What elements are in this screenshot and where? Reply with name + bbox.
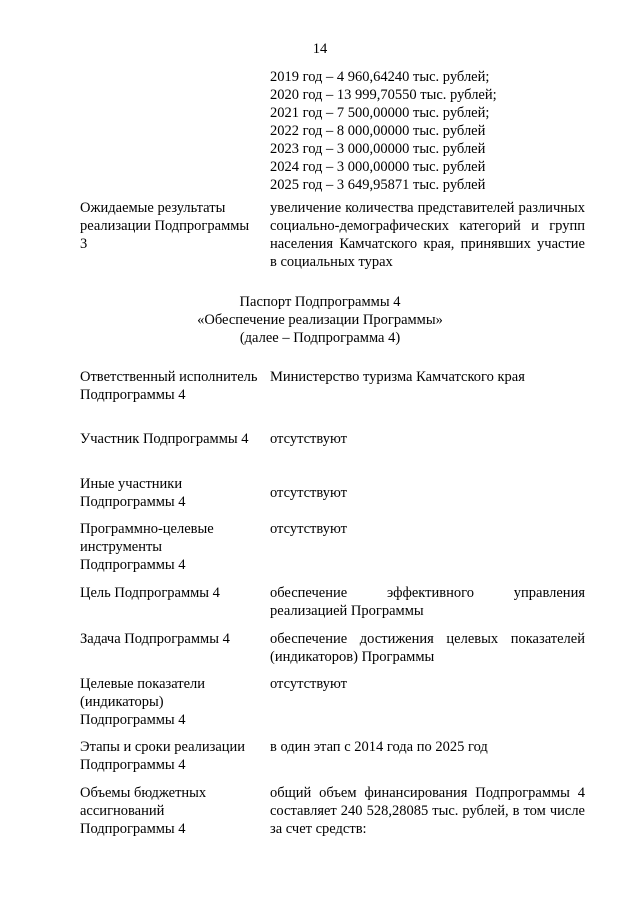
row-value: отсутствуют — [270, 431, 347, 447]
row-label: Этапы и сроки реализации Подпрограммы 4 — [80, 739, 246, 773]
row-label: Задача Подпрограммы 4 — [80, 631, 230, 647]
passport-title-line: (далее – Подпрограмма 4) — [239, 330, 401, 346]
row-label: Программно-целевые инструменты Подпрограммы 4 — [80, 521, 214, 573]
row-value: отсутствуют — [270, 521, 347, 537]
row-value: общий объем финансирования Подпрограммы 4 составляет 240 528,28085 тыс. рублей, в том числе за счет средств: — [270, 785, 585, 837]
funding-line: 2024 год – 3 000,00000 тыс. рублей — [270, 159, 486, 175]
funding-by-year-list — [270, 68, 590, 194]
row-value: Министерство туризма Камчатского края — [270, 369, 525, 385]
page-number: 14 — [312, 41, 328, 57]
row-label: Ожидаемые результаты реализации Подпрограммы 3 — [80, 200, 250, 252]
funding-line: 2022 год – 8 000,00000 тыс. рублей — [270, 123, 486, 139]
row-label: Иные участники Подпрограммы 4 — [80, 476, 186, 510]
row-value: обеспечение эффективного управления реализацией Программы — [270, 585, 585, 619]
row-label: Участник Подпрограммы 4 — [80, 431, 249, 447]
row-label: Ответственный исполнитель Подпрограммы 4 — [80, 369, 258, 403]
passport-title-line: Паспорт Подпрограммы 4 — [239, 294, 401, 310]
funding-line: 2020 год – 13 999,70550 тыс. рублей; — [270, 87, 497, 103]
row-value: обеспечение достижения целевых показателей (индикаторов) Программы — [270, 631, 585, 665]
row-label: Целевые показатели (индикаторы) Подпрограммы 4 — [80, 676, 206, 728]
funding-line: 2019 год – 4 960,64240 тыс. рублей; — [270, 69, 490, 85]
row-label: Цель Подпрограммы 4 — [80, 585, 220, 601]
row-value: отсутствуют — [270, 485, 347, 501]
row-value: отсутствуют — [270, 676, 347, 692]
funding-line: 2025 год – 3 649,95871 тыс. рублей — [270, 177, 486, 193]
row-label: Объемы бюджетных ассигнований Подпрограммы 4 — [80, 785, 207, 837]
row-value: в один этап с 2014 года по 2025 год — [270, 739, 488, 755]
funding-line: 2021 год – 7 500,00000 тыс. рублей; — [270, 105, 490, 121]
passport-title-line: «Обеспечение реализации Программы» — [197, 312, 443, 328]
row-value: увеличение количества представителей различных социально-демографических категорий и групп населения Камчатского края, принявших участие в социальных турах — [270, 200, 585, 270]
funding-line: 2023 год – 3 000,00000 тыс. рублей — [270, 141, 486, 157]
passport-title — [0, 293, 640, 347]
